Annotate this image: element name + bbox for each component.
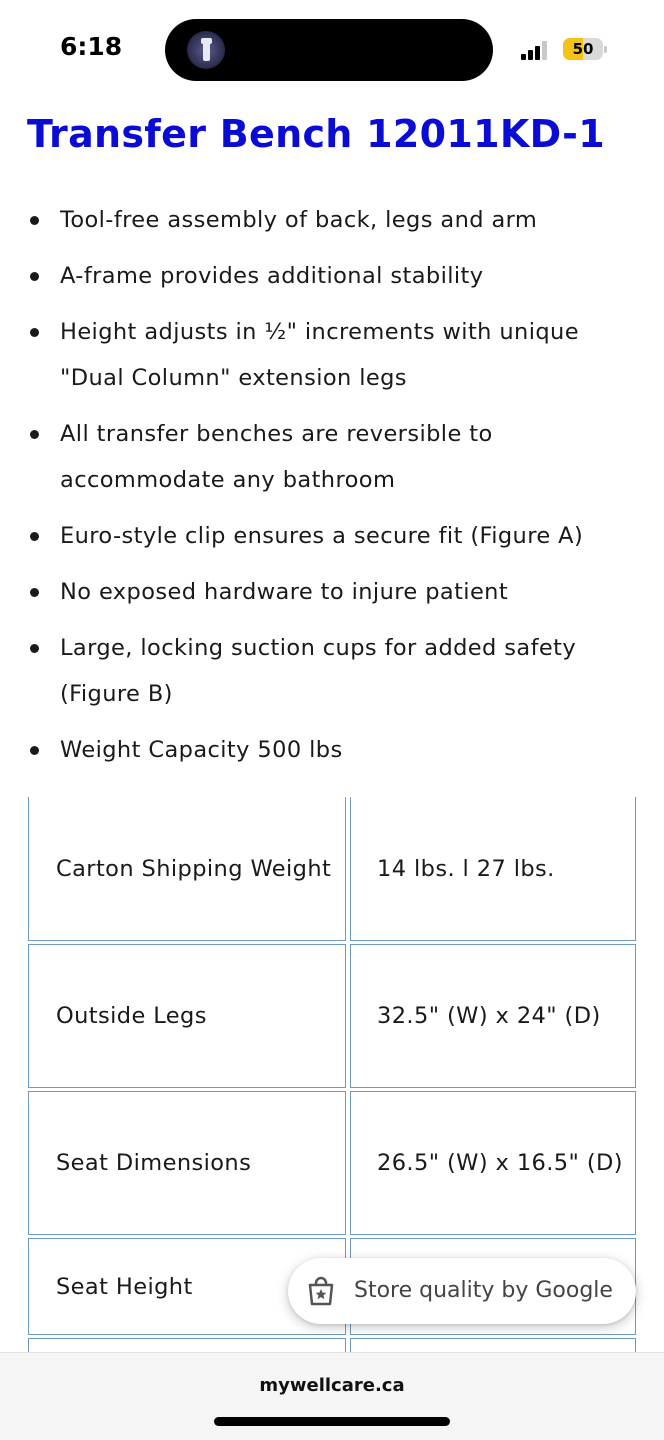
spec-label: Seat Dimensions bbox=[28, 1091, 346, 1235]
feature-list bbox=[0, 197, 664, 783]
spec-label: Carton Shipping Weight bbox=[28, 797, 346, 941]
feature-item: Height adjusts in ½" increments with unique "Dual Column" extension legs bbox=[0, 309, 664, 401]
feature-item: Large, locking suction cups for added safety (Figure B) bbox=[0, 625, 664, 717]
bullet-icon bbox=[30, 532, 39, 541]
battery-level: 50 bbox=[572, 40, 594, 58]
home-indicator[interactable] bbox=[214, 1417, 450, 1426]
feature-item: No exposed hardware to injure patient bbox=[0, 569, 664, 615]
bullet-icon bbox=[30, 644, 39, 653]
cellular-signal-icon bbox=[521, 40, 551, 60]
table-row bbox=[28, 944, 636, 1088]
battery-icon bbox=[563, 38, 603, 60]
store-quality-button[interactable] bbox=[288, 1258, 636, 1324]
bullet-icon bbox=[30, 328, 39, 337]
bullet-icon bbox=[30, 272, 39, 281]
url-domain[interactable]: mywellcare.ca bbox=[259, 1375, 405, 1396]
shopping-bag-star-icon bbox=[306, 1276, 336, 1306]
store-quality-label: Store quality by Google bbox=[354, 1278, 613, 1303]
bullet-icon bbox=[30, 216, 39, 225]
bullet-icon bbox=[30, 430, 39, 439]
bullet-icon bbox=[30, 746, 39, 755]
spec-label: Seat Height bbox=[28, 1238, 346, 1335]
browser-address-bar[interactable] bbox=[0, 1352, 664, 1440]
feature-item: All transfer benches are reversible to accommodate any bathroom bbox=[0, 411, 664, 503]
table-row bbox=[28, 1091, 636, 1235]
dynamic-island[interactable] bbox=[165, 19, 493, 81]
spec-value: 26.5" (W) x 16.5" (D) bbox=[350, 1091, 636, 1235]
status-bar bbox=[0, 0, 664, 100]
spec-value: 14 lbs. l 27 lbs. bbox=[350, 797, 636, 941]
feature-item: Weight Capacity 500 lbs bbox=[0, 727, 664, 773]
status-time: 6:18 bbox=[60, 32, 123, 61]
bullet-icon bbox=[30, 588, 39, 597]
spec-value: 32.5" (W) x 24" (D) bbox=[350, 944, 636, 1088]
spec-label: Outside Legs bbox=[28, 944, 346, 1088]
feature-item: A-frame provides additional stability bbox=[0, 253, 664, 299]
flashlight-icon bbox=[187, 31, 225, 69]
table-row bbox=[28, 797, 636, 941]
page-title: Transfer Bench 12011KD-1 bbox=[27, 112, 605, 156]
feature-item: Euro-style clip ensures a secure fit (Figure A) bbox=[0, 513, 664, 559]
feature-item: Tool-free assembly of back, legs and arm bbox=[0, 197, 664, 243]
